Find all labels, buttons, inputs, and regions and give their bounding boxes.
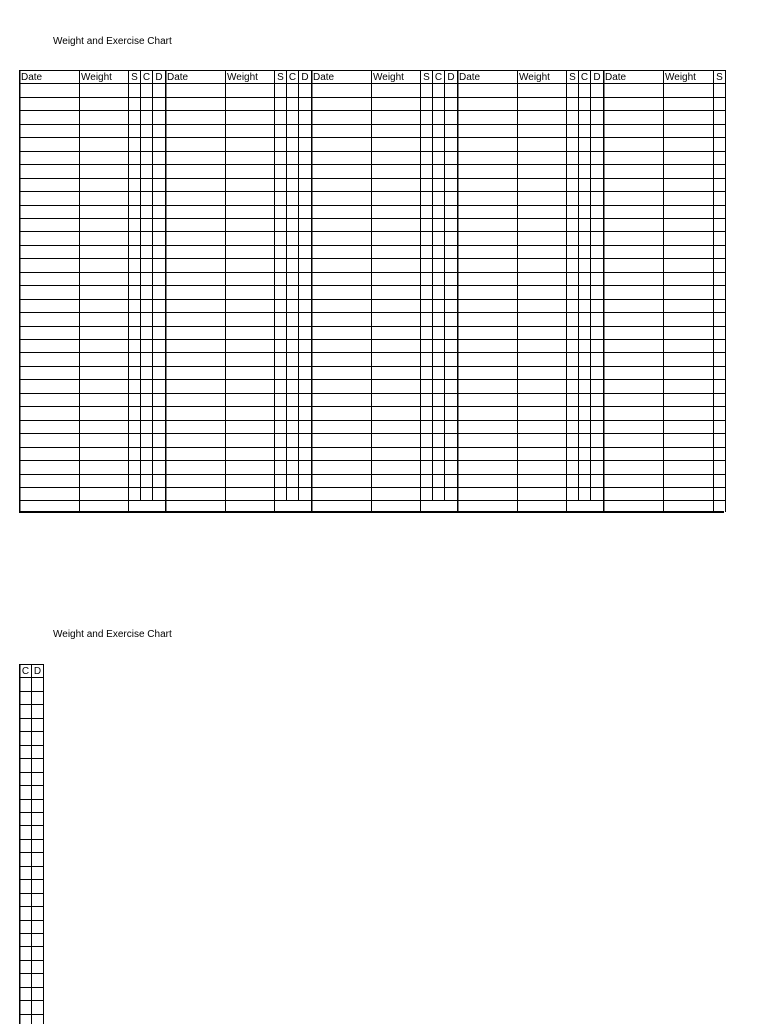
column-header-s: S — [131, 72, 138, 83]
page-title: Weight and Exercise Chart — [53, 36, 172, 47]
column-header-c: C — [21, 666, 30, 677]
column-header-s: S — [716, 72, 723, 83]
column-header-c: C — [434, 72, 443, 83]
column-header-c: C — [288, 72, 297, 83]
column-header-weight: Weight — [227, 72, 258, 83]
column-header-date: Date — [167, 72, 189, 83]
column-header-weight: Weight — [81, 72, 112, 83]
column-header-d: D — [155, 72, 163, 83]
page-title-second: Weight and Exercise Chart — [53, 629, 172, 640]
column-header-date: Date — [459, 72, 481, 83]
column-header-c: C — [580, 72, 589, 83]
column-header-weight: Weight — [519, 72, 550, 83]
column-header-weight: Weight — [373, 72, 404, 83]
column-header-d: D — [33, 666, 42, 677]
column-header-date: Date — [605, 72, 627, 83]
column-header-s: S — [423, 72, 430, 83]
column-header-date: Date — [313, 72, 335, 83]
column-header-date: Date — [21, 72, 43, 83]
column-header-d: D — [301, 72, 309, 83]
column-header-weight: Weight — [665, 72, 696, 83]
column-header-s: S — [277, 72, 284, 83]
column-header-c: C — [142, 72, 151, 83]
column-header-d: D — [447, 72, 455, 83]
column-header-s: S — [569, 72, 576, 83]
column-header-d: D — [593, 72, 601, 83]
